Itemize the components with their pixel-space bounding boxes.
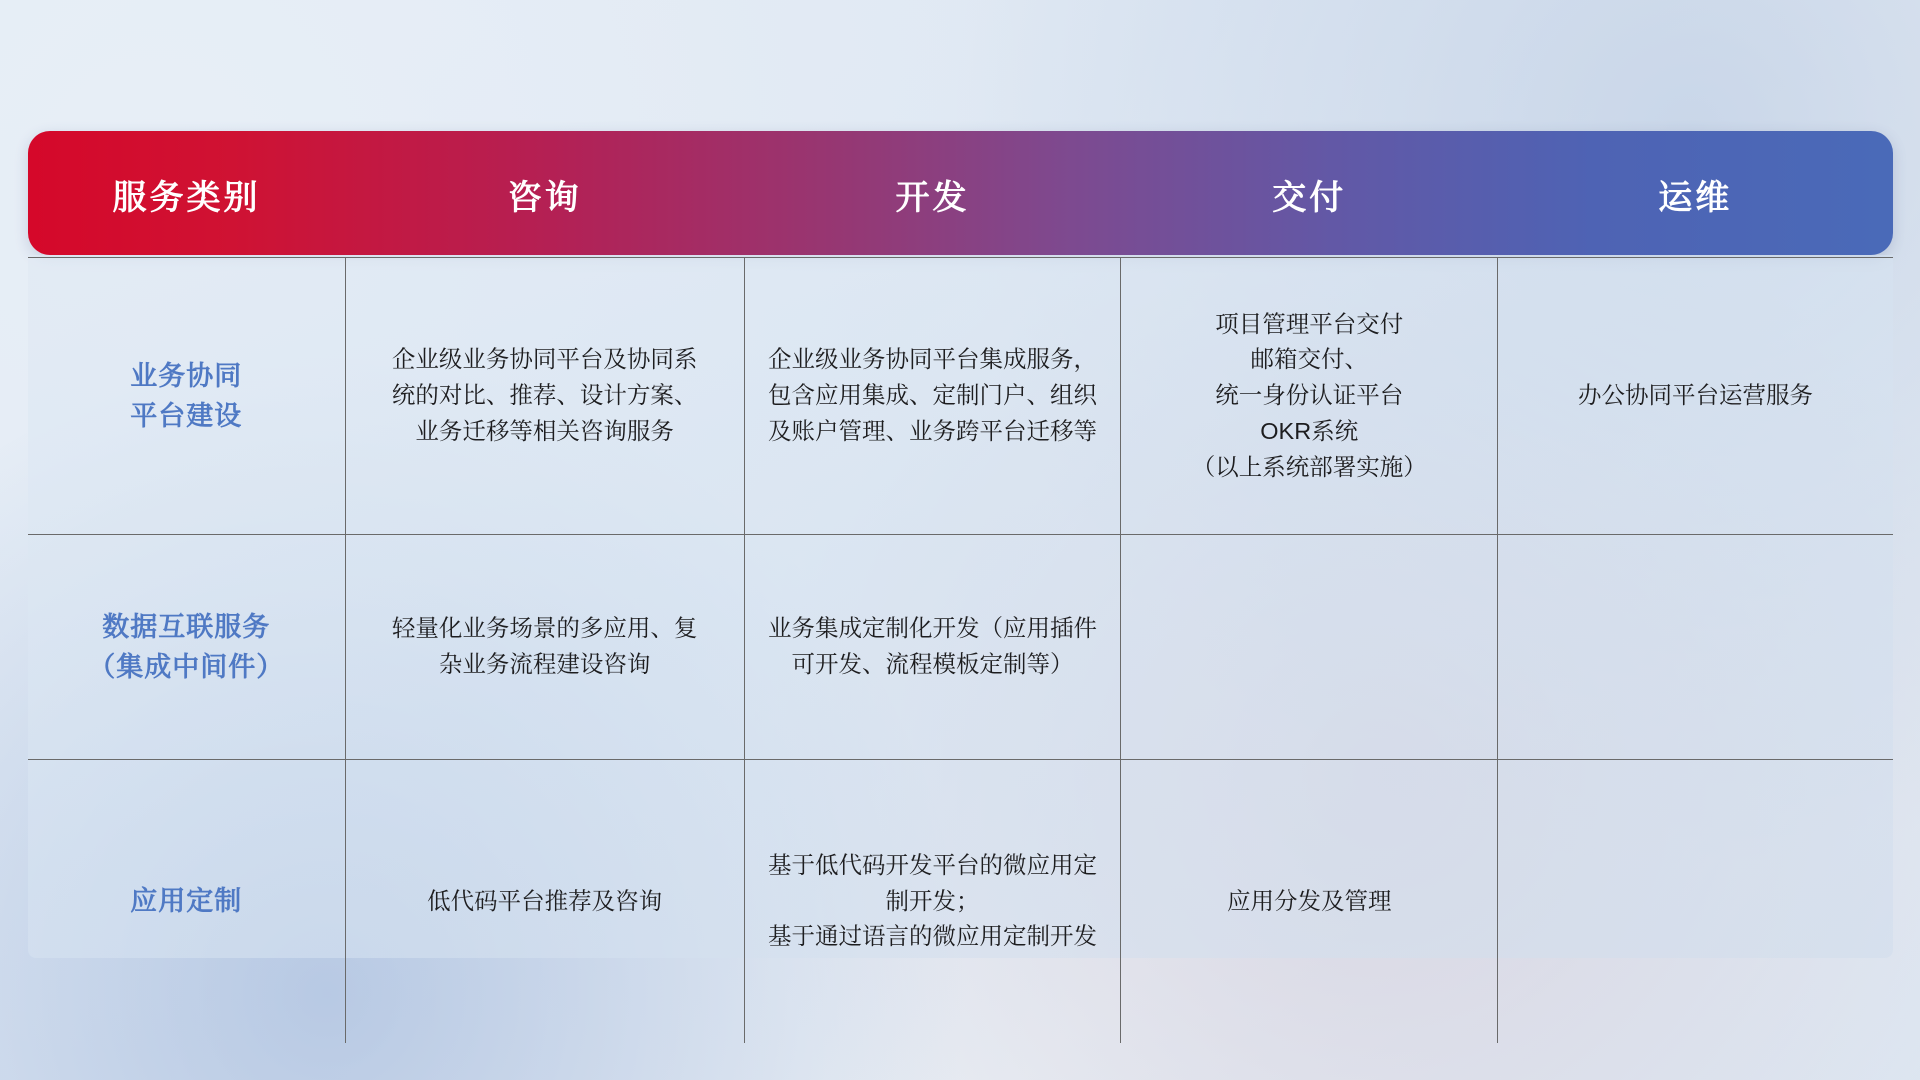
cell-development-row2: 业务集成定制化开发（应用插件 可开发、流程模板定制等）	[744, 535, 1121, 760]
service-matrix-table	[28, 131, 1893, 1043]
table-header-row	[28, 131, 1893, 258]
column-header-service-category: 服务类别	[112, 178, 261, 217]
cell-development-row1: 企业级业务协同平台集成服务， 包含应用集成、定制门户、组织 及账户管理、业务跨平台迁移等	[744, 258, 1121, 535]
cell-operations-row1: 办公协同平台运营服务	[1498, 258, 1893, 535]
cell-consulting-row1: 企业级业务协同平台及协同系 统的对比、推荐、设计方案、 业务迁移等相关咨询服务	[345, 258, 744, 535]
column-header-delivery: 交付	[1272, 178, 1347, 217]
cell-operations-row2	[1498, 535, 1893, 760]
row-category-app-customization: 应用定制	[28, 760, 345, 1044]
cell-delivery-row2	[1121, 535, 1498, 760]
table-row	[28, 258, 1893, 535]
cell-delivery-row3: 应用分发及管理	[1121, 760, 1498, 1044]
cell-consulting-row2: 轻量化业务场景的多应用、复 杂业务流程建设咨询	[345, 535, 744, 760]
table-row	[28, 535, 1893, 760]
column-header-consulting: 咨询	[507, 178, 582, 217]
row-category-business-collaboration: 业务协同 平台建设	[28, 258, 345, 535]
cell-consulting-row3: 低代码平台推荐及咨询	[345, 760, 744, 1044]
cell-delivery-row1: 项目管理平台交付 邮箱交付、 统一身份认证平台 OKR系统 （以上系统部署实施）	[1121, 258, 1498, 535]
table-row	[28, 760, 1893, 1044]
cell-development-row3: 基于低代码开发平台的微应用定 制开发； 基于通过语言的微应用定制开发	[744, 760, 1121, 1044]
column-header-operations: 运维	[1658, 178, 1733, 217]
row-category-data-integration: 数据互联服务 （集成中间件）	[28, 535, 345, 760]
column-header-development: 开发	[895, 178, 970, 217]
cell-operations-row3	[1498, 760, 1893, 1044]
